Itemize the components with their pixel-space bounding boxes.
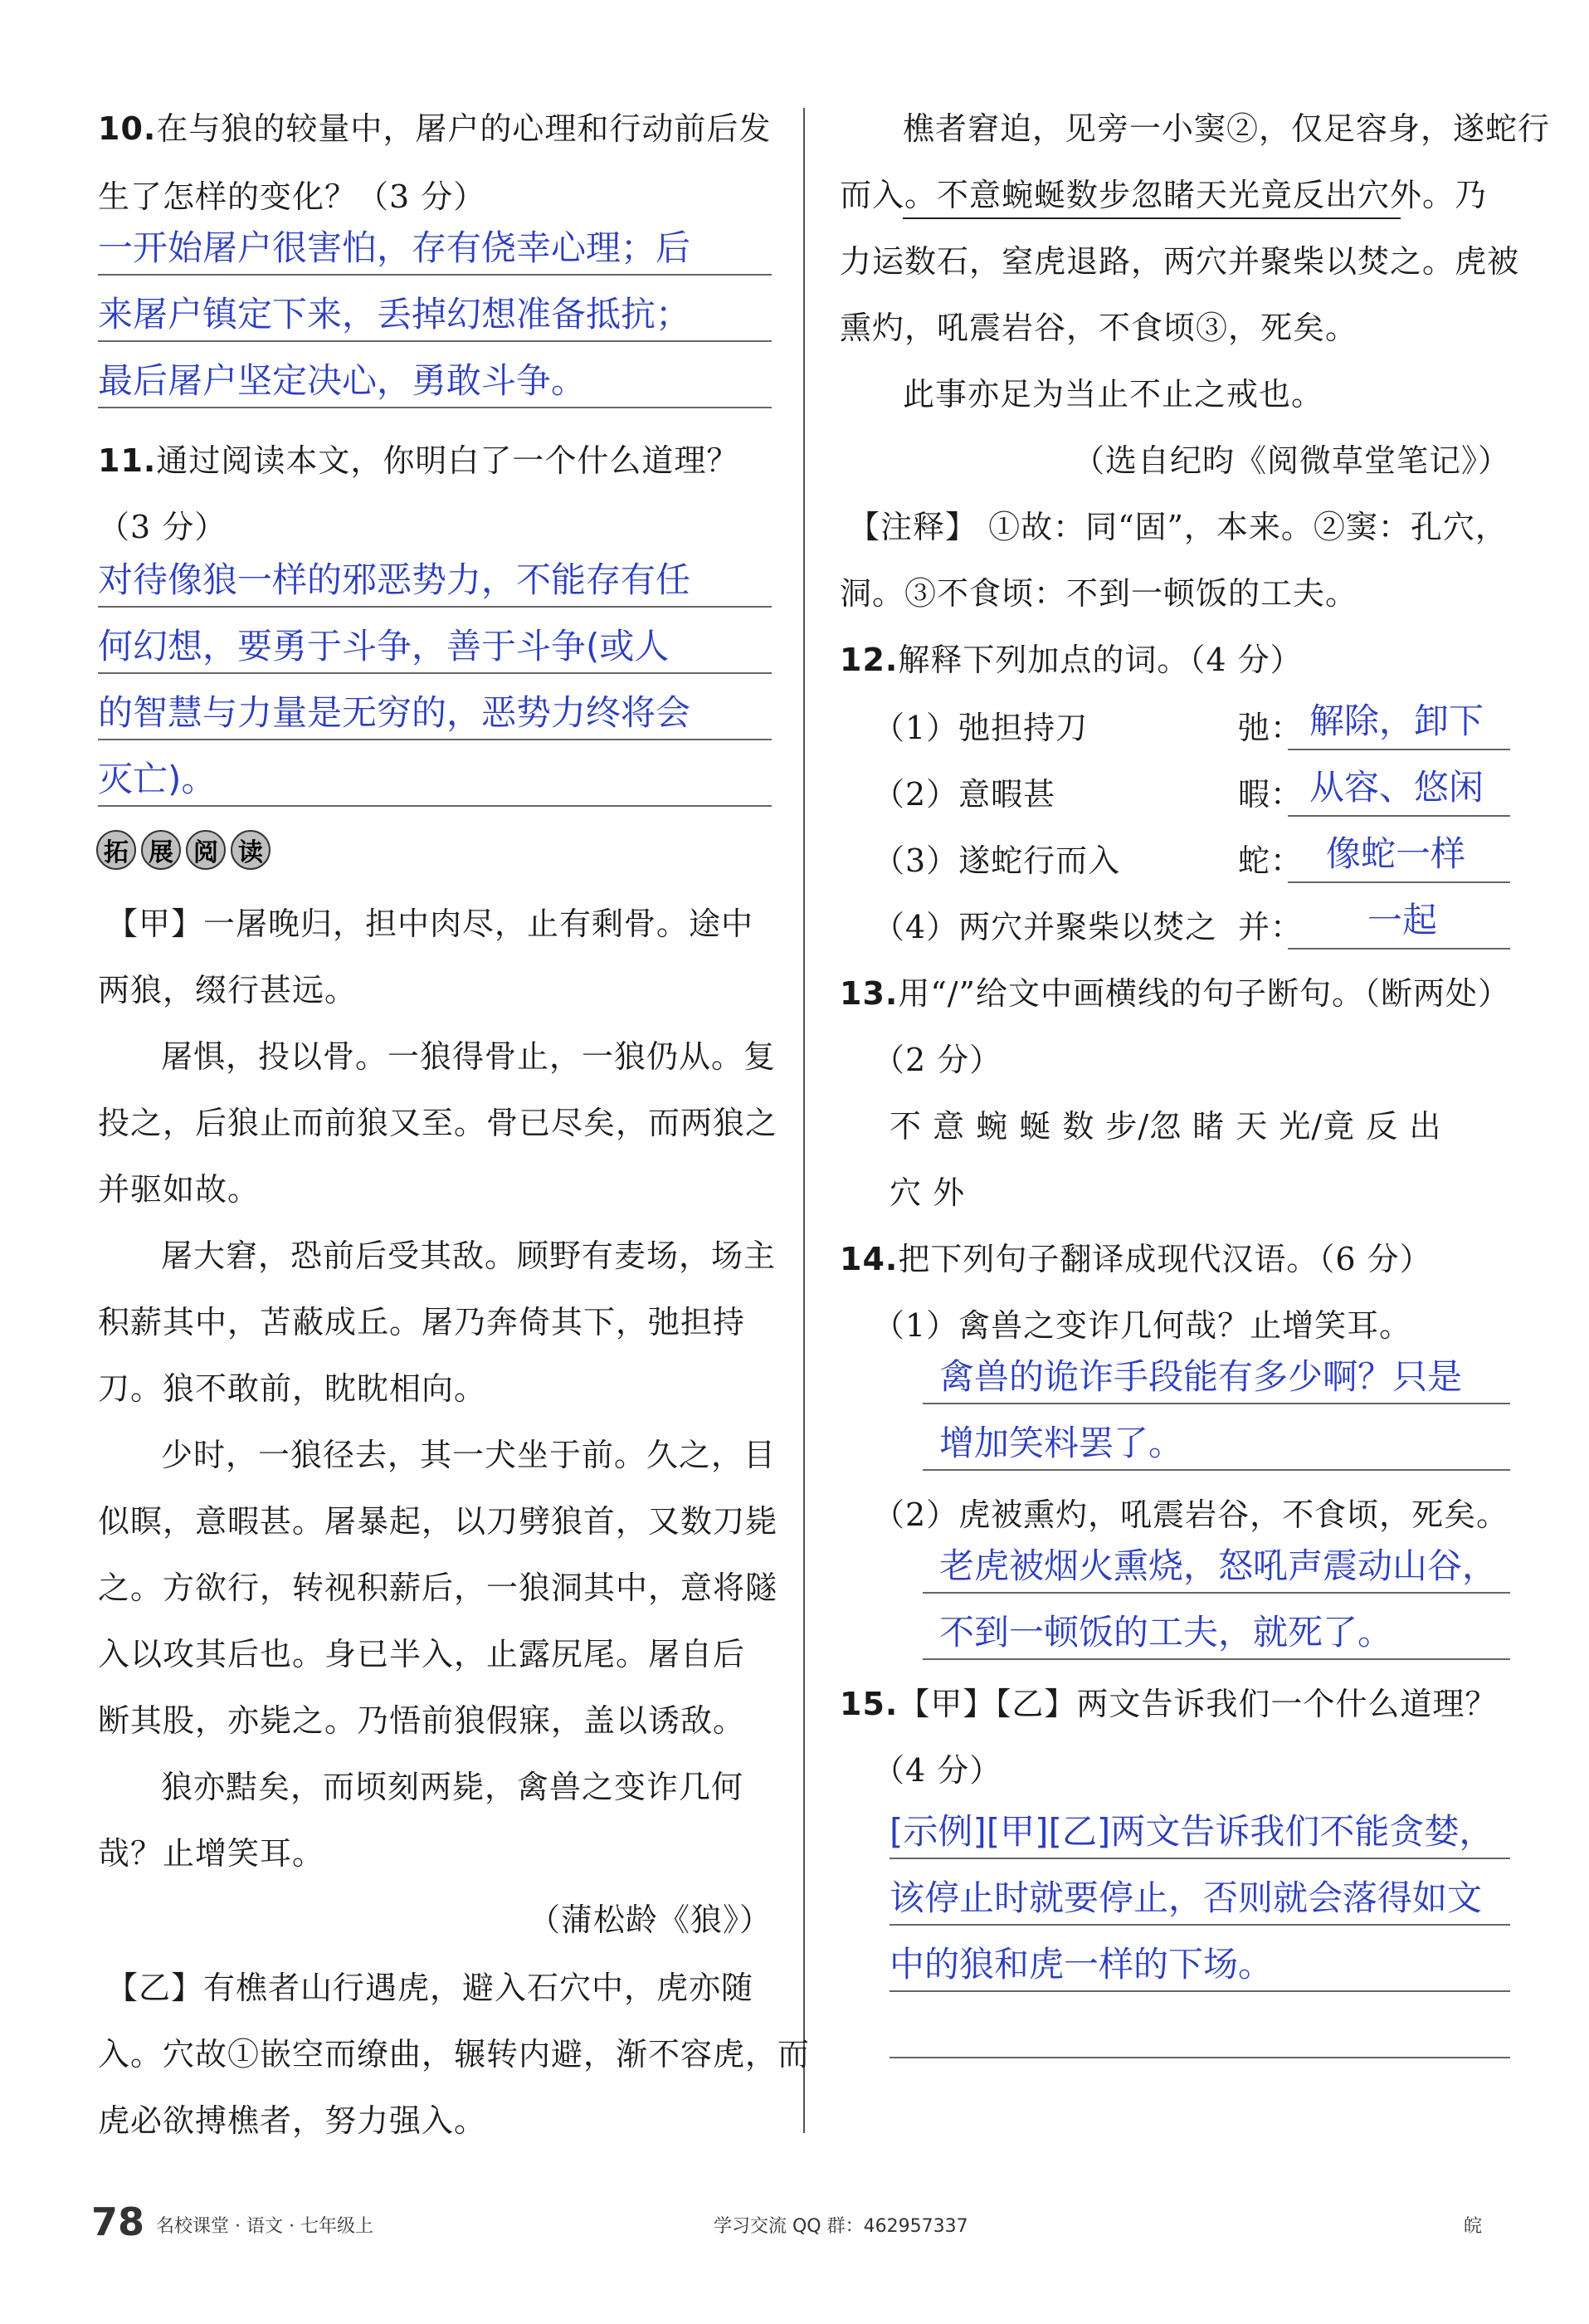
passage-line: 屠大窘，恐前后受其敌。顾野有麦场，场主 bbox=[161, 1238, 777, 1274]
q14-sentence-2: （2）虎被熏灼，吼震岩谷，不食顷，死矣。 bbox=[873, 1496, 1509, 1533]
q12-item-4-answer: 一起 bbox=[1367, 900, 1438, 940]
answer-underline bbox=[890, 2057, 1510, 2058]
question-text: 用“/”给文中画横线的句子断句。（断两处） bbox=[898, 975, 1510, 1012]
sentence-underline bbox=[903, 217, 1401, 219]
q12-item-3-word: 蛇： bbox=[1238, 842, 1304, 879]
passage-line: 两狼，缀行甚远。 bbox=[98, 972, 358, 1008]
question-text-cont: （4 分） bbox=[873, 1752, 1002, 1789]
question-number: 11. bbox=[98, 442, 157, 479]
question-text: 解释下列加点的词。（4 分） bbox=[898, 642, 1303, 678]
badge-char: 阅 bbox=[186, 830, 226, 870]
passage-line: 并驱如故。 bbox=[98, 1171, 261, 1208]
answer-line: 禽兽的诡诈手段能有多少啊？只是 bbox=[939, 1356, 1463, 1397]
q12-item-2-answer: 从容、悠闲 bbox=[1309, 767, 1484, 808]
answer-underline bbox=[923, 1469, 1510, 1471]
answer-line: 一开始屠户很害怕，存有侥幸心理；后 bbox=[98, 227, 691, 268]
answer-underline bbox=[98, 672, 772, 674]
answer-underline bbox=[923, 1592, 1510, 1594]
answer-line: 不到一顿饭的工夫，就死了。 bbox=[939, 1612, 1393, 1653]
passage-line: 【甲】一屠晚归，担中肉尽，止有剩骨。途中 bbox=[106, 906, 754, 942]
passage-line: 力运数石，窒虎退路，两穴并聚柴以焚之。虎被 bbox=[840, 243, 1520, 280]
source-citation: （选自纪昀《阅微草堂笔记》） bbox=[1072, 442, 1510, 479]
passage-line: 【乙】有樵者山行遇虎，避入石穴中，虎亦随 bbox=[106, 1970, 754, 2006]
answer-underline bbox=[98, 805, 772, 807]
passage-line: 虎必欲搏樵者，努力强入。 bbox=[98, 2102, 487, 2139]
answer-underline bbox=[923, 1658, 1510, 1660]
answer-line: 灭亡)。 bbox=[98, 759, 217, 799]
passage-line: 入。穴故①嵌空而缭曲，辗转内避，渐不容虎，而 bbox=[98, 2036, 811, 2073]
passage-line: 熏灼，吼震岩谷，不食顷③，死矣。 bbox=[840, 310, 1358, 346]
question-number: 12. bbox=[840, 642, 899, 678]
answer-underline bbox=[1288, 749, 1510, 750]
question-text: 通过阅读本文，你明白了一个什么道理？ bbox=[156, 442, 739, 479]
question-text-cont: （3 分） bbox=[98, 509, 227, 545]
q12-item-1-answer: 解除，卸下 bbox=[1309, 701, 1484, 741]
q12-item-4-word: 并： bbox=[1238, 909, 1304, 945]
question-number: 13. bbox=[840, 975, 899, 1012]
passage-line: 屠惧，投以骨。一狼得骨止，一狼仍从。复 bbox=[161, 1038, 777, 1075]
answer-line: 最后屠户坚定决心，勇敢斗争。 bbox=[98, 360, 587, 401]
answer-line: 的智慧与力量是无穷的，恶势力终将会 bbox=[98, 692, 691, 733]
qq-group: 学习交流 QQ 群：462957337 bbox=[714, 2216, 968, 2237]
question-12 bbox=[840, 639, 1303, 681]
passage-line: 狼亦黠矣，而顷刻两毙，禽兽之变诈几何 bbox=[161, 1769, 744, 1805]
answer-underline bbox=[890, 1858, 1510, 1859]
answer-line: 老虎被烟火熏烧，怒吼声震动山谷， bbox=[939, 1545, 1498, 1586]
question-text: 把下列句子翻译成现代汉语。（6 分） bbox=[898, 1241, 1432, 1277]
passage-line: 少时，一狼径去，其一犬坐于前。久之，目 bbox=[161, 1437, 777, 1473]
passage-line: 樵者窘迫，见旁一小窦②，仅足容身，遂蛇行 bbox=[903, 110, 1551, 147]
q12-item-4-phrase: （4）两穴并聚柴以焚之 bbox=[873, 909, 1218, 945]
section-badge bbox=[96, 830, 271, 870]
book-title: 名校课堂 · 语文 · 七年级上 bbox=[156, 2216, 373, 2237]
source-citation: （蒲松龄《狼》） bbox=[528, 1902, 772, 1938]
answer-line: 何幻想，要勇于斗争，善于斗争(或人 bbox=[98, 626, 670, 666]
question-number: 14. bbox=[840, 1241, 899, 1277]
answer-underline bbox=[1288, 881, 1510, 883]
question-text: 在与狼的较量中，屠户的心理和行动前后发 bbox=[156, 110, 772, 147]
answer-underline bbox=[98, 739, 772, 740]
passage-line: 入以攻其后也。身已半入，止露尻尾。屠自后 bbox=[98, 1636, 746, 1672]
q12-item-2-word: 暇： bbox=[1238, 776, 1304, 813]
q13-answer-line: 穴 外 bbox=[890, 1174, 966, 1211]
answer-underline bbox=[98, 407, 772, 408]
notes-line: 【注释】 ①故：同“固”，本来。②窦：孔穴， bbox=[848, 509, 1508, 545]
q12-item-1-phrase: （1）弛担持刀 bbox=[873, 710, 1089, 746]
badge-char: 展 bbox=[141, 830, 181, 870]
answer-line: 对待像狼一样的邪恶势力，不能存有任 bbox=[98, 559, 691, 600]
answer-line: 增加笑料罢了。 bbox=[939, 1423, 1184, 1463]
answer-underline bbox=[1288, 948, 1510, 950]
question-13 bbox=[840, 973, 1510, 1014]
passage-line: 哉？止增笑耳。 bbox=[98, 1835, 325, 1872]
question-text-cont: （2 分） bbox=[873, 1042, 1002, 1078]
question-number: 10. bbox=[98, 110, 157, 147]
answer-underline bbox=[890, 1990, 1510, 1992]
question-10 bbox=[98, 108, 771, 149]
answer-underline bbox=[98, 340, 772, 342]
answer-underline bbox=[923, 1403, 1510, 1404]
passage-line: 积薪其中，苫蔽成丘。屠乃奔倚其下，弛担持 bbox=[98, 1304, 746, 1340]
answer-underline bbox=[890, 1924, 1510, 1926]
region-mark: 皖 bbox=[1464, 2216, 1483, 2237]
passage-line: 刀。狼不敢前，眈眈相向。 bbox=[98, 1370, 487, 1407]
q12-item-1-word: 弛： bbox=[1238, 710, 1304, 746]
question-14 bbox=[840, 1238, 1432, 1280]
q12-item-3-phrase: （3）遂蛇行而入 bbox=[873, 842, 1121, 879]
answer-underline bbox=[98, 274, 772, 276]
q14-sentence-1: （1）禽兽之变诈几何哉？止增笑耳。 bbox=[873, 1307, 1412, 1344]
question-11 bbox=[98, 440, 738, 481]
question-text: 【甲】【乙】两文告诉我们一个什么道理？ bbox=[898, 1686, 1498, 1722]
passage-line: 投之，后狼止而前狼又至。骨已尽矣，而两狼之 bbox=[98, 1105, 778, 1141]
answer-underline bbox=[1288, 815, 1510, 817]
page-number: 78 bbox=[91, 2200, 145, 2244]
question-text-cont: 生了怎样的变化？（3 分） bbox=[98, 178, 486, 215]
question-number: 15. bbox=[840, 1686, 899, 1722]
passage-line: 断其股，亦毙之。乃悟前狼假寐，盖以诱敌。 bbox=[98, 1702, 746, 1739]
column-divider bbox=[803, 108, 805, 2133]
badge-char: 读 bbox=[231, 830, 271, 870]
answer-line: [示例][甲][乙]两文告诉我们不能贪婪， bbox=[890, 1811, 1494, 1852]
passage-line: 似瞑，意暇甚。屠暴起，以刀劈狼首，又数刀毙 bbox=[98, 1503, 778, 1540]
q12-item-2-phrase: （2）意暇甚 bbox=[873, 776, 1056, 813]
answer-line: 中的狼和虎一样的下场。 bbox=[890, 1944, 1274, 1985]
q12-item-3-answer: 像蛇一样 bbox=[1326, 833, 1466, 874]
passage-line: 此事亦足为当止不止之戒也。 bbox=[903, 376, 1324, 413]
passage-line: 之。方欲行，转视积薪后，一狼洞其中，意将隧 bbox=[98, 1570, 778, 1606]
answer-underline bbox=[98, 606, 772, 608]
answer-line: 来屠户镇定下来，丢掉幻想准备抵抗； bbox=[98, 294, 691, 334]
answer-line: 该停止时就要停止，否则就会落得如文 bbox=[890, 1877, 1483, 1918]
passage-line-underlined: 而入。不意蜿蜒数步忽睹天光竟反出穴外。乃 bbox=[840, 177, 1488, 213]
q13-answer-line: 不 意 蜿 蜒 数 步/忽 睹 天 光/竟 反 出 bbox=[890, 1108, 1442, 1145]
question-15 bbox=[840, 1683, 1497, 1725]
notes-line: 洞。③不食顷：不到一顿饭的工夫。 bbox=[840, 575, 1358, 612]
badge-char: 拓 bbox=[96, 830, 136, 870]
